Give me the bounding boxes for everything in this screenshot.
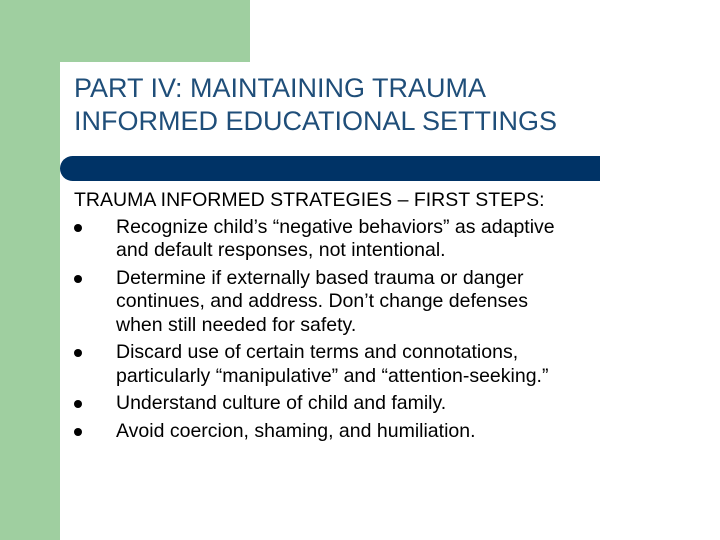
- section-heading: TRAUMA INFORMED STRATEGIES – FIRST STEPS:: [74, 189, 545, 211]
- green-top-band: [0, 0, 250, 62]
- title-divider-bar: [60, 156, 600, 181]
- slide-title: [74, 72, 704, 138]
- bullet-item-avoid: [74, 420, 694, 444]
- bullet-text-line: Discard use of certain terms and connotations,: [116, 341, 519, 363]
- bullet-list: [74, 216, 694, 444]
- bullet-text-line: Recognize child’s “negative behaviors” as adaptive: [116, 215, 555, 238]
- slide-title-line-2: INFORMED EDUCATIONAL SETTINGS: [74, 106, 558, 136]
- bullet-item-determine: [74, 267, 694, 338]
- bullet-item-understand: [74, 392, 694, 416]
- bullet-dot-icon: [74, 275, 82, 283]
- bullet-text-line: particularly “manipulative” and “attention-seeking.”: [116, 364, 549, 387]
- slide-title-line-1: PART IV: MAINTAINING TRAUMA: [74, 73, 487, 103]
- green-side-band: [0, 0, 60, 540]
- slide-body: [74, 189, 694, 447]
- bullet-text-line: Avoid coercion, shaming, and humiliation.: [116, 419, 476, 442]
- bullet-text-line: when still needed for safety.: [116, 313, 357, 336]
- bullet-item-recognize: [74, 216, 694, 263]
- bullet-dot-icon: [74, 224, 82, 232]
- bullet-dot-icon: [74, 349, 82, 357]
- bullet-text-line: and default responses, not intentional.: [116, 239, 446, 261]
- bullet-dot-icon: [74, 428, 82, 436]
- bullet-dot-icon: [74, 400, 82, 408]
- bullet-text-line: continues, and address. Don’t change defenses: [116, 290, 528, 312]
- bullet-text-line: Determine if externally based trauma or danger: [116, 266, 524, 289]
- bullet-text-line: Understand culture of child and family.: [116, 392, 447, 414]
- bullet-item-discard: [74, 341, 694, 388]
